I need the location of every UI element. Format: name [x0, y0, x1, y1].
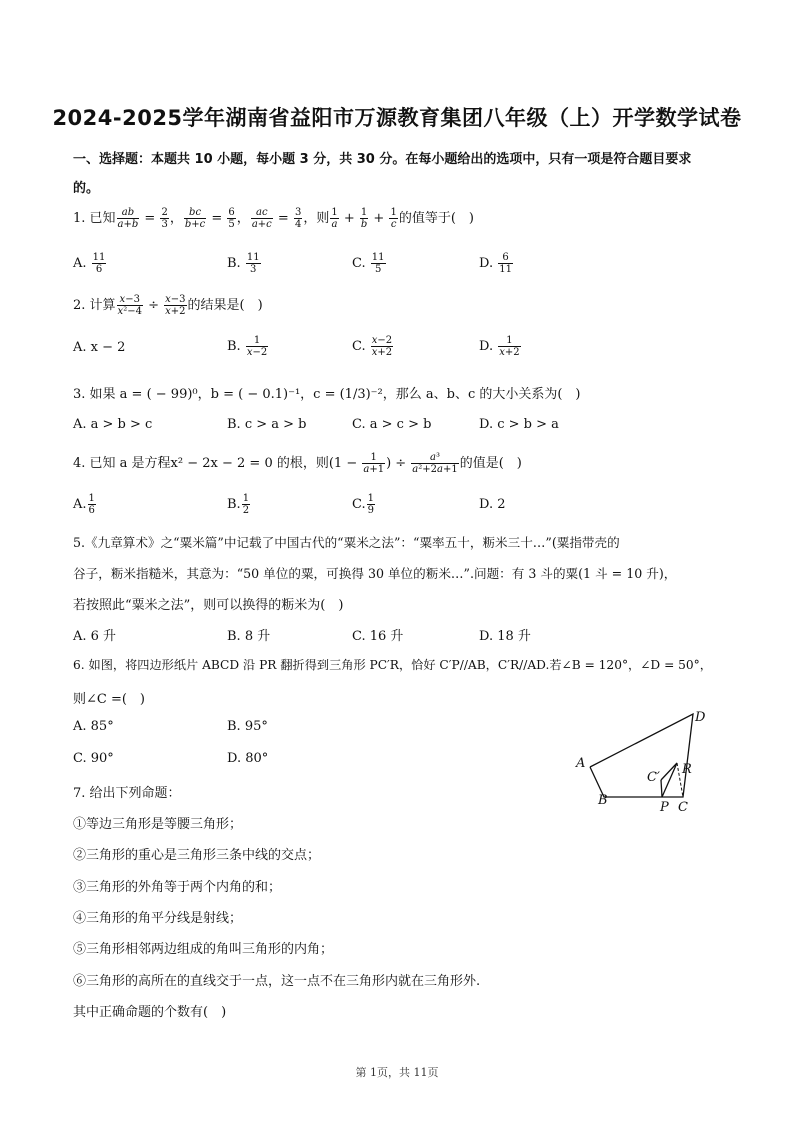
q3-option-d[interactable]: D. c > b > a [479, 417, 559, 432]
q4-option-c[interactable]: C. $\frac{1}{9}$ [352, 493, 374, 516]
q1-prefix: 1. 已知 [73, 211, 116, 226]
q5-option-c[interactable]: C. 16 升 [352, 629, 404, 644]
question-1: 1. 已知 $\frac{ab}{a+b}$ = $\frac{2}{3}$ ， $\frac{bc}{b+c}$ = $\frac{6}{5}$ ， $\frac{ac}{a+c}$ = $\frac{3}{4}$ ，则 $\frac{1}{a}$ + $\frac{1}{b}$ + $\frac{1}{c}$ 的值等于( ) [73, 207, 474, 230]
q3-option-c[interactable]: C. a > c > b [352, 417, 432, 432]
q4-option-d[interactable]: D. 2 [479, 497, 506, 512]
quadrilateral-abcd [590, 714, 693, 797]
fold-line-pr [662, 763, 677, 797]
q7-statement-4: ④三角形的角平分线是射线； [73, 911, 243, 926]
segment-pc-prime [661, 780, 662, 797]
page-footer: 第 1页，共 11页 [355, 1066, 439, 1079]
q4-option-b[interactable]: B. $\frac{1}{2}$ [227, 493, 250, 516]
q7-statement-6: ⑥三角形的高所在的直线交于一点，这一点不在三角形内就在三角形外. [73, 974, 481, 989]
q7-statement-3: ③三角形的外角等于两个内角的和； [73, 880, 282, 895]
q6-option-c[interactable]: C. 90° [73, 751, 114, 766]
q5-option-a[interactable]: A. 6 升 [73, 629, 117, 644]
q7-question: 其中正确命题的个数有( ) [73, 1005, 227, 1020]
q6-option-a[interactable]: A. 85° [73, 719, 114, 734]
question-6-line2: 则∠C =( ) [73, 692, 146, 707]
question-6-line1: 6. 如图，将四边形纸片 ABCD 沿 PR 翻折得到三角形 PC′R，恰好 C′P//AB，C′R//AD.若∠B = 120°，∠D = 50°， [73, 658, 712, 672]
segment-c-prime-r [661, 763, 677, 780]
q1-option-c[interactable]: C. $\frac{11}{5}$ [352, 252, 385, 275]
q6-option-b[interactable]: B. 95° [227, 719, 268, 734]
q1-option-a[interactable]: A. $\frac{11}{6}$ [73, 252, 106, 275]
page-title: 2024-2025学年湖南省益阳市万源教育集团八年级（上）开学数学试卷 [52, 106, 742, 130]
quadrilateral-figure [570, 705, 720, 820]
label-p: P [660, 800, 669, 815]
label-d: D [695, 710, 706, 725]
q2-option-a[interactable]: A. x − 2 [73, 340, 126, 355]
q3-option-b[interactable]: B. c > a > b [227, 417, 307, 432]
q1-option-b[interactable]: B. $\frac{11}{3}$ [227, 252, 260, 275]
question-4: 4. 已知 a 是方程x² − 2x − 2 = 0 的根，则(1 − $\frac{1}{a+1}$ ) ÷ $\frac{\text{a³}}{\text{a²+2a+1}}$ 的值是( ) [73, 452, 522, 475]
q6-option-d[interactable]: D. 80° [227, 751, 269, 766]
q4-option-a[interactable]: A. $\frac{1}{6}$ [73, 493, 95, 516]
section-heading-cont: 的。 [73, 181, 100, 196]
q1-option-d[interactable]: D. $\frac{6}{11}$ [479, 252, 512, 275]
question-7-intro: 7. 给出下列命题： [73, 786, 181, 801]
q2-option-b[interactable]: B. $\frac{1}{x-2}$ [227, 335, 268, 358]
question-5-line3: 若按照此“粟米之法”，则可以换得的粝米为( ) [73, 598, 344, 613]
label-c-prime: C′ [647, 770, 660, 785]
q2-option-c[interactable]: C. $\frac{x-2}{x+2}$ [352, 335, 393, 358]
label-r: R [682, 762, 692, 777]
label-a: A [576, 756, 586, 771]
q2-option-d[interactable]: D. $\frac{1}{x+2}$ [479, 335, 520, 358]
q3-option-a[interactable]: A. a > b > c [73, 417, 153, 432]
question-3: 3. 如果 a = ( − 99)⁰，b = ( − 0.1)⁻¹，c = (1/3)⁻²，那么 a、b、c 的大小关系为( ) [73, 387, 581, 402]
q7-statement-2: ②三角形的重心是三角形三条中线的交点； [73, 848, 321, 863]
question-5-line1: 5.《九章算术》之“粟米篇”中记载了中国古代的“粟米之法”：“粟率五十，粝米三十…”(粟指带壳的 [73, 535, 620, 550]
question-5-line2: 谷子，粝米指糙米，其意为：“50 单位的粟，可换得 30 单位的粝米…”.问题：有 3 斗的粟(1 斗 = 10 升)， [73, 566, 677, 581]
q1-suffix: 的值等于( ) [398, 211, 474, 226]
q7-statement-1: ①等边三角形是等腰三角形； [73, 817, 243, 832]
label-c: C [678, 800, 688, 815]
q5-option-d[interactable]: D. 18 升 [479, 629, 531, 644]
section-heading: 一、选择题：本题共 10 小题，每小题 3 分，共 30 分。在每小题给出的选项中，只有一项是符合题目要求 [73, 152, 692, 167]
question-2: 2. 计算 $\frac{x-3}{\text{x²−4}}$ ÷ $\frac{x-3}{x+2}$ 的结果是( ) [73, 294, 263, 317]
q5-option-b[interactable]: B. 8 升 [227, 629, 271, 644]
label-b: B [598, 793, 608, 808]
q7-statement-5: ⑤三角形相邻两边组成的角叫三角形的内角； [73, 942, 334, 957]
